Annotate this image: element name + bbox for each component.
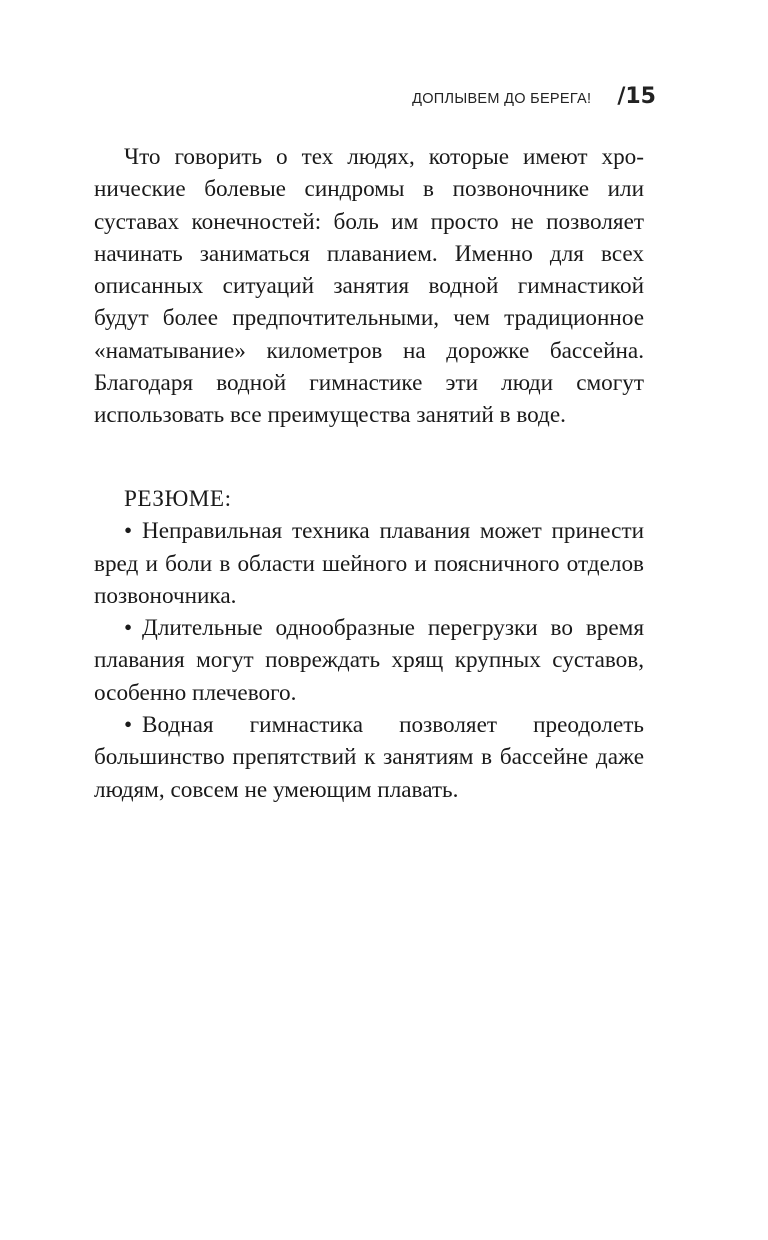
summary-item-text: Водная гимнастика позволяет преодолеть большинство препятствий к занятиям в бассейне даже людям, совсем не умеющим плавать. <box>94 712 644 803</box>
summary-item <box>94 709 644 806</box>
summary-item-text: Неправильная техника плавания может принести вред и боли в области шейного и поясничного отделов позвоночника. <box>94 518 644 609</box>
bullet-icon: • <box>124 712 133 739</box>
summary-heading: РЕЗЮМЕ: <box>124 486 232 512</box>
summary-section <box>94 483 644 806</box>
summary-item <box>94 515 644 612</box>
bullet-icon: • <box>124 615 133 642</box>
body-paragraph: Что говорить о тех людях, которые имеют хронические болевые синдромы в позвоночнике или суставах конечностей: боль им просто не позволяет начинать заниматься плаванием. Именно для всех описанных ситуаций занятия водной гимнастикой будут более предпочтительными, чем традиционное «наматывание» километров на дорожке бассейна. Благодаря водной гимнастике эти люди смогут использовать все преимущества занятий в воде. <box>94 144 644 429</box>
page-number: /15 <box>617 84 656 109</box>
summary-item <box>94 612 644 709</box>
page-header <box>412 84 656 109</box>
summary-item-text: Длительные однообразные перегрузки во время плавания могут повреждать хрящ крупных суставов, особенно плечевого. <box>94 615 644 706</box>
running-title: ДОПЛЫВЕМ ДО БЕРЕГА! <box>412 91 592 107</box>
bullet-icon: • <box>124 518 133 545</box>
main-text <box>94 141 644 432</box>
